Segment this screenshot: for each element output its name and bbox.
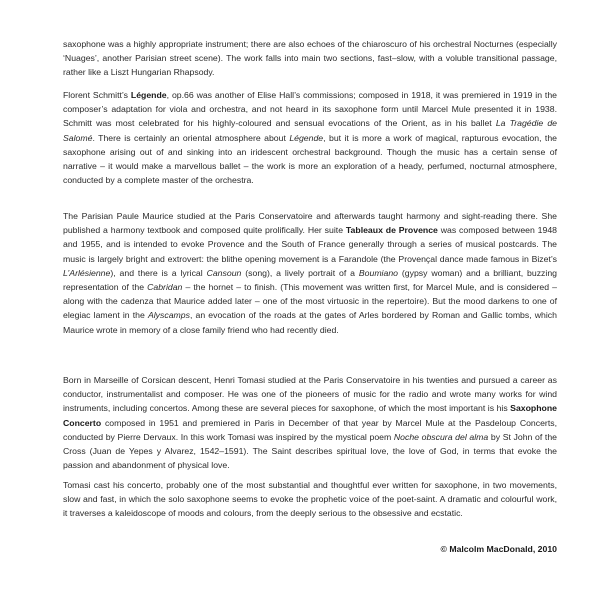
body-text: , but it is more a work of magical, rapturous evocation, the saxophone arising out of and sinking into an iridescent orchestral background. Though the music has a certain sense of narrative – it would make a marvellous ballet – the work is more an exploration of a heady, perfumed, nocturnal atmosphere, conducted by a complete master of the orchestra.	[63, 132, 557, 186]
paragraph-schmitt-legende	[63, 88, 557, 187]
bold-title-text: Saxophone Concerto	[63, 403, 557, 428]
paragraph-text	[63, 37, 557, 80]
paragraph-debussy-continuation	[63, 37, 557, 80]
paragraph-text	[63, 373, 557, 472]
body-text: (song), a lively portrait of a	[241, 267, 359, 278]
body-text: Tomasi cast his concerto, probably one of the most substantial and thoughtful ever written for saxophone, in two movements, slow and fast, in which the solo saxophone seems to evoke the prophetic voice of the poet-saint. A dramatic and colourful work, it traverses a kaleidoscope of moods and colours, from the deeply serious to the obsessive and ecstatic.	[63, 480, 557, 519]
body-text: ), and there is a lyrical	[110, 267, 207, 278]
body-text: by St John of the Cross (Juan de Yepes y Alvarez, 1542–1591). The Saint describes spiritual love, the love of God, in terms that evoke the passion and abandonment of physical love.	[63, 431, 557, 471]
paragraph-tomasi-bio	[63, 373, 557, 472]
paragraph-tomasi-concerto	[63, 478, 557, 521]
bold-title-text: Légende	[130, 90, 167, 100]
body-text: Born in Marseille of Corsican descent, Henri Tomasi studied at the Paris Conservatoire in his twenties and pursued a career as conductor, instrumentalist and composer. He was one of the pioneers of music for the radio and wrote many works for wind instruments, including concertos. Among these are several pieces for saxophone, of which the most important is his	[63, 375, 557, 414]
paragraph-text	[63, 478, 557, 521]
bold-title-text: Tableaux de Provence	[345, 225, 438, 236]
italic-text: L’Arlésienne	[63, 267, 111, 278]
italic-text: La Tragédie de Salomé	[63, 118, 557, 143]
body-text: composed in 1951 and premiered in Paris in December of that year by Marcel Mule at the Pasdeloup Concerts, conducted by Pierre Dervaux. In this work Tomasi was inspired by the mystical poem	[63, 417, 557, 442]
italic-text: Cabridan	[147, 282, 183, 293]
body-text: . There is certainly an oriental atmosphere about	[92, 132, 290, 143]
italic-text: Cansoun	[206, 267, 242, 278]
body-text: saxophone was a highly appropriate instrument; there are also echoes of the chiaroscuro of his orchestral Nocturnes (especially ‘Nuages’, another Parisian street scene). The work falls into main two sections, fast–slow, with a voluble transitional passage, rather like a Liszt Hungarian Rhapsody.	[63, 39, 557, 78]
italic-text: Noche obscura del alma	[393, 431, 489, 442]
body-text: was composed between 1948 and 1955, and is intended to evoke Provence and the South of France generally through a series of musical postcards. The music is largely bright and extrovert: the blithe opening movement is a Farandole (the Provençal dance made famous in Bizet’s	[63, 225, 557, 264]
body-text: , an evocation of the roads at the gates of Arles bordered by Roman and Gallic tombs, which Maurice wrote in memory of a close family friend who had recently died.	[63, 310, 557, 335]
italic-text: Alyscamps	[147, 310, 190, 321]
paragraph-text	[63, 88, 557, 187]
body-text: , op.66 was another of Elise Hall’s commissions; composed in 1918, it was premiered in 1919 in the composer’s adaptation for viola and orchestra, and not heard in its saxophone form until Marcel Mule presented it in 1938. Schmitt was most celebrated for his highly-coloured and sensual evocations of the Orient, as in his ballet	[63, 90, 557, 129]
copyright-credit: © Malcolm MacDonald, 2010	[440, 544, 557, 554]
body-text: The Parisian Paule Maurice studied at the Paris Conservatoire and afterwards taught harmony and sight-reading there. She published a harmony textbook and composed quite prolifically. Her suite	[63, 211, 557, 236]
italic-text: Légende	[289, 132, 324, 143]
paragraph-text	[63, 209, 557, 337]
body-text: (gypsy woman) and a brilliant, buzzing representation of the	[63, 267, 557, 293]
body-text: – the hornet – to finish. (This movement was written first, for Marcel Mule, and is considered – along with the cadenza that Maurice added later – one of the most virtuosic in the repertoire). But the mood darkens to one of elegiac lament in the	[63, 282, 557, 321]
paragraph-maurice-tableaux	[63, 209, 557, 337]
italic-text: Boumiano	[358, 267, 398, 278]
body-text: Florent Schmitt’s	[63, 90, 131, 100]
